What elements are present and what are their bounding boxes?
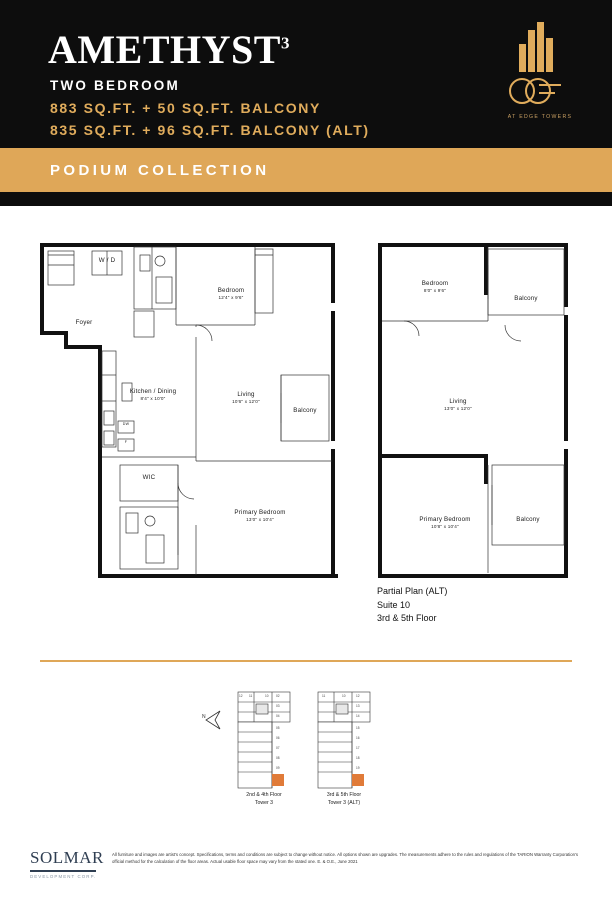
partial-plan-caption — [377, 585, 447, 626]
floorplan-vector — [0, 225, 612, 645]
room-label-balcony: Balcony — [293, 407, 317, 414]
key-plan-1-caption: 2nd & 4th Floor Tower 3 — [246, 792, 282, 806]
page-title-text: AMETHYST — [48, 27, 281, 72]
key-plan-floor-2-4 — [232, 688, 296, 806]
alt-room-label-living: Living 13'0" x 12'0" — [444, 398, 472, 412]
svg-text:03: 03 — [276, 704, 280, 708]
svg-text:12: 12 — [239, 694, 243, 698]
svg-text:10: 10 — [265, 694, 269, 698]
room-label-wic: WIC — [142, 474, 156, 481]
svg-text:17: 17 — [356, 746, 360, 750]
svg-text:19: 19 — [356, 766, 360, 770]
svg-text:12: 12 — [356, 694, 360, 698]
room-label-foyer: Foyer — [75, 319, 93, 326]
logo — [495, 22, 585, 128]
alt-room-label-balcony-lower: Balcony — [516, 516, 540, 523]
key-plan-2-vector — [312, 688, 376, 800]
logo-subtitle: AT EDGE TOWERS — [507, 114, 573, 120]
section-divider — [40, 660, 572, 662]
alt-room-label-primary-bedroom: Primary Bedroom 10'8" x 10'4" — [419, 516, 471, 530]
partial-plan-line1: Partial Plan (ALT) — [377, 586, 448, 596]
svg-text:06: 06 — [276, 736, 280, 740]
area-line-primary: 883 SQ.FT. + 50 SQ.FT. BALCONY — [50, 100, 321, 116]
page-title — [48, 26, 290, 73]
room-label-kitchen-dining: Kitchen / Dining 8'4" x 10'0" — [129, 388, 177, 402]
area-line-alt: 835 SQ.FT. + 96 SQ.FT. BALCONY (ALT) — [50, 122, 370, 138]
svg-text:02: 02 — [276, 694, 280, 698]
svg-text:04: 04 — [276, 714, 280, 718]
appliance-label-fridge: F — [124, 440, 128, 444]
svg-text:15: 15 — [356, 726, 360, 730]
disclaimer-text: All furniture and images are artist's concept. Specifications, terms and conditions are subject to change without notice. All options shown are upgrades. The measurements adhere to the rules and regulations of the TARION Warranty Corporation's official method for the calculation of the floor areas. Actual usable floor space may vary from the stated one. E. & O.E., June 2021 — [112, 852, 579, 864]
north-arrow-icon — [200, 708, 230, 734]
svg-text:11: 11 — [249, 694, 253, 698]
svg-text:09: 09 — [276, 766, 280, 770]
developer-name: SOLMAR — [30, 848, 104, 867]
partial-plan-line2: Suite 10 — [377, 599, 411, 610]
alt-room-label-bedroom: Bedroom 8'0" x 9'6" — [421, 280, 449, 294]
key-plan-2-caption: 3rd & 5th Floor Tower 3 (ALT) — [326, 792, 362, 806]
developer-tagline: DEVELOPMENT CORP. — [30, 873, 97, 879]
band-black-strip — [0, 192, 612, 206]
room-label-laundry: W / D — [98, 257, 116, 264]
room-label-primary-bedroom: Primary Bedroom 13'0" x 10'4" — [234, 509, 286, 523]
key-plan-1-vector — [232, 688, 296, 800]
svg-text:11: 11 — [322, 694, 326, 698]
room-label-living: Living 10'6" x 12'0" — [232, 391, 260, 405]
page-title-superscript: 3 — [280, 33, 290, 53]
appliance-label-dishwasher: DW — [122, 422, 130, 426]
collection-label: PODIUM COLLECTION — [50, 162, 270, 179]
developer-logo — [30, 848, 104, 879]
svg-text:14: 14 — [356, 714, 360, 718]
svg-text:N: N — [202, 714, 206, 720]
floorplan-drawing — [0, 225, 612, 645]
alt-room-label-balcony-upper: Balcony — [514, 295, 538, 302]
key-plan-floor-3-5 — [312, 688, 376, 806]
svg-text:08: 08 — [276, 756, 280, 760]
svg-text:16: 16 — [356, 736, 360, 740]
svg-text:18: 18 — [356, 756, 360, 760]
edge-monogram-icon — [509, 78, 565, 108]
svg-text:13: 13 — [356, 704, 360, 708]
unit-type-label: TWO BEDROOM — [50, 78, 180, 93]
partial-plan-line3: 3rd & 5th Floor — [377, 613, 437, 623]
svg-text:05: 05 — [276, 726, 280, 730]
room-label-bedroom: Bedroom 12'4" x 9'6" — [217, 287, 245, 301]
developer-rule — [30, 870, 96, 872]
svg-text:07: 07 — [276, 746, 280, 750]
collection-band — [0, 148, 612, 192]
header — [0, 0, 612, 148]
footer — [0, 836, 612, 900]
key-plans — [0, 680, 612, 830]
svg-text:10: 10 — [342, 694, 346, 698]
tower-bars-icon — [517, 22, 557, 72]
